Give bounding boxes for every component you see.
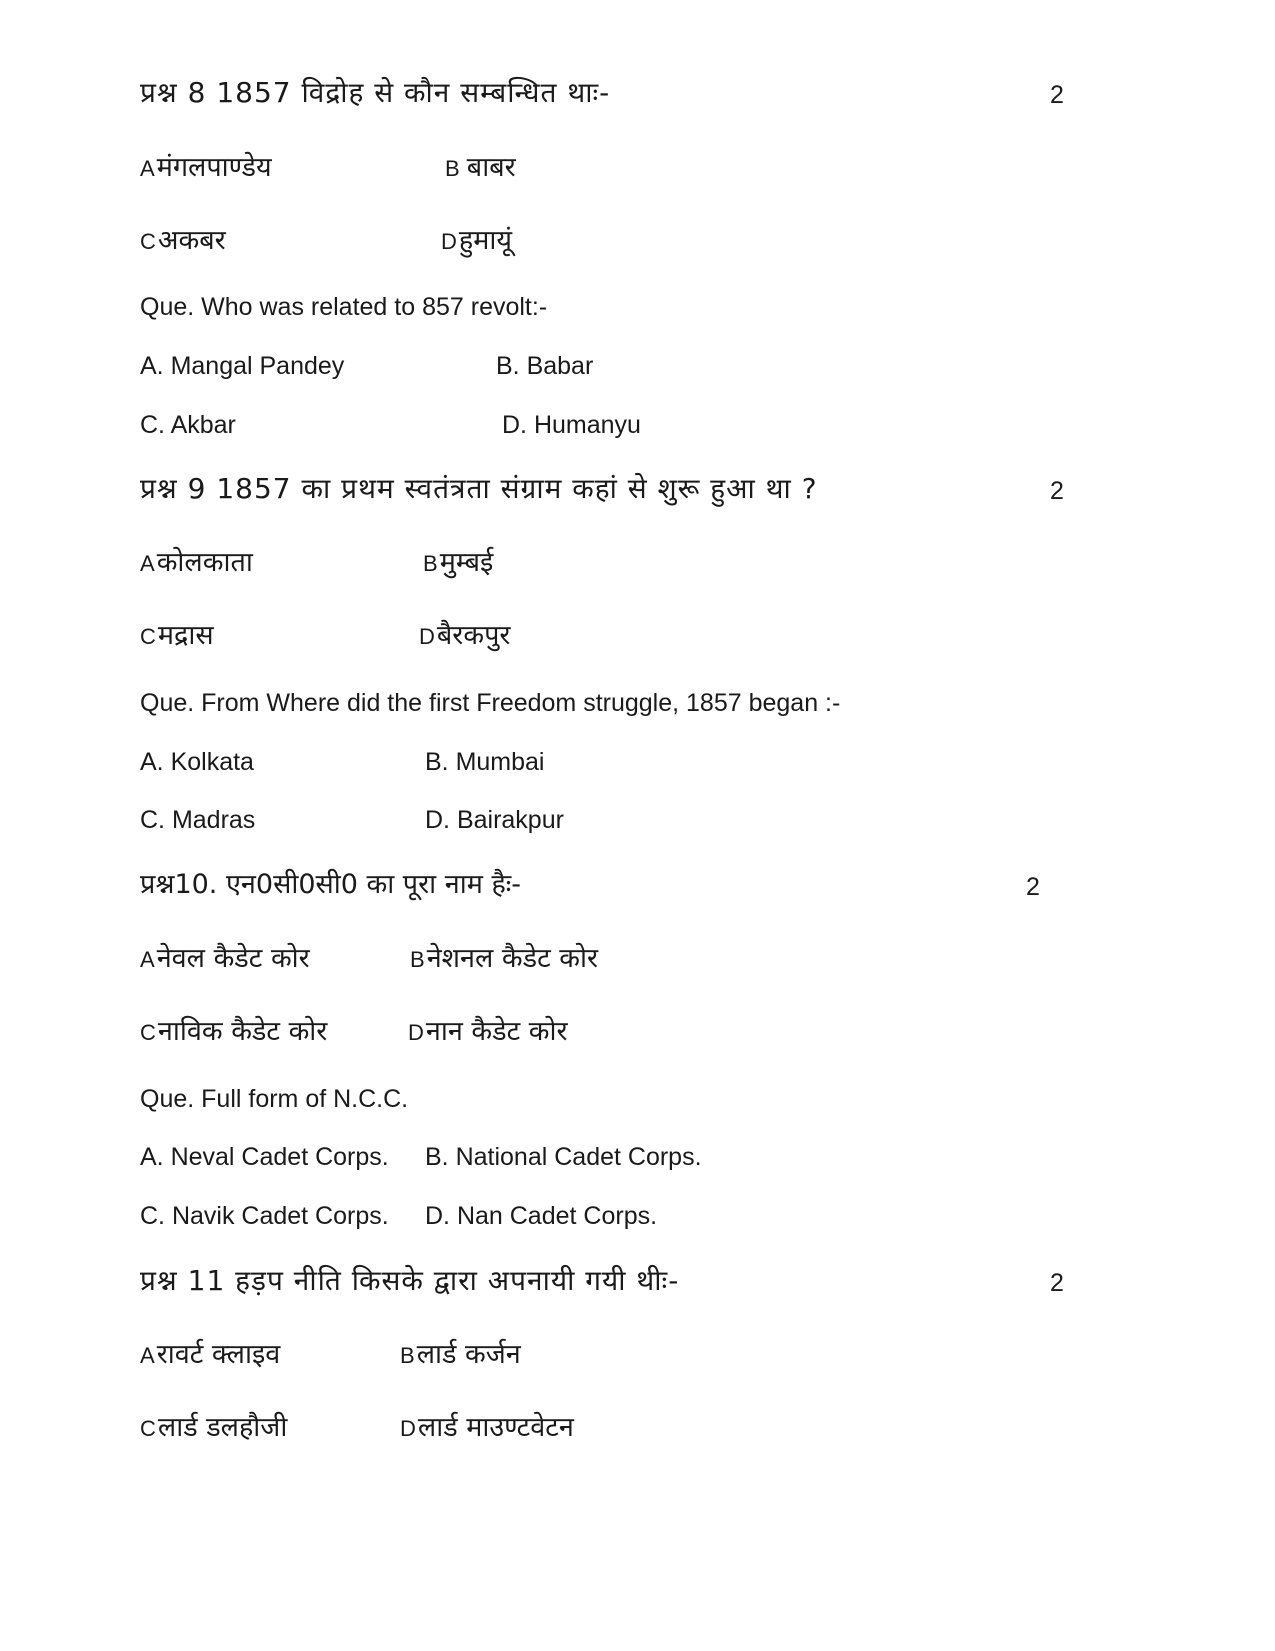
q10-english-option-d: D. Nan Cadet Corps. xyxy=(425,1202,658,1230)
q11-hindi-option-a xyxy=(140,1341,280,1368)
q10-hindi-option-d xyxy=(408,1018,568,1045)
question-8-hindi: प्रश्न 8 1857 विद्रोह से कौन सम्बन्धित थाः- xyxy=(140,76,611,109)
option-letter: C xyxy=(140,229,156,254)
option-letter: D xyxy=(419,624,435,649)
option-text: मद्रास xyxy=(157,620,214,651)
question-9-english: Que. From Where did the first Freedom struggle, 1857 began :- xyxy=(140,689,841,717)
q9-english-option-c: C. Madras xyxy=(140,806,256,834)
q11-hindi-option-b xyxy=(400,1341,521,1368)
option-text: हुमायूं xyxy=(458,225,513,256)
option-letter: C xyxy=(140,624,156,649)
option-text: मंगलपाण्डेय xyxy=(156,152,272,183)
q11-hindi-option-c xyxy=(140,1414,287,1441)
q9-english-option-b: B. Mumbai xyxy=(425,748,545,776)
option-text: लार्ड कर्जन xyxy=(416,1339,521,1370)
q8-hindi-option-c xyxy=(140,227,226,254)
option-letter: A xyxy=(140,947,155,972)
option-text: रावर्ट क्लाइव xyxy=(156,1339,281,1370)
option-text: अकबर xyxy=(157,225,226,256)
question-11-hindi: प्रश्न 11 हड़प नीति किसके द्वारा अपनायी गयी थीः- xyxy=(140,1264,680,1297)
option-letter: A xyxy=(140,156,155,181)
q8-english-option-b: B. Babar xyxy=(496,352,594,380)
q9-hindi-option-a xyxy=(140,549,253,576)
q10-hindi-option-a xyxy=(140,945,310,972)
option-text: मुम्बई xyxy=(439,547,494,578)
option-text: लार्ड माउण्टवेटन xyxy=(417,1412,574,1443)
q10-hindi-option-c xyxy=(140,1018,327,1045)
question-9-hindi: प्रश्न 9 1857 का प्रथम स्वतंत्रता संग्राम कहां से शुरू हुआ था ? xyxy=(140,472,818,505)
option-text: नान कैडेट कोर xyxy=(425,1016,568,1047)
option-letter: A xyxy=(140,551,155,576)
q9-hindi-option-d xyxy=(419,622,510,649)
option-text: बाबर xyxy=(466,152,516,183)
option-text: लार्ड डलहौजी xyxy=(157,1412,288,1443)
q8-hindi-option-b xyxy=(445,154,516,181)
option-letter: D xyxy=(441,229,457,254)
question-11-marks: 2 xyxy=(1050,1269,1064,1297)
option-text: नेशनल कैडेट कोर xyxy=(426,943,599,974)
q8-english-option-d: D. Humanyu xyxy=(502,411,641,439)
option-text: कोलकाता xyxy=(156,547,253,578)
q9-hindi-option-c xyxy=(140,622,214,649)
option-letter: C xyxy=(140,1416,156,1441)
option-letter: B xyxy=(423,551,438,576)
q10-english-option-c: C. Navik Cadet Corps. xyxy=(140,1202,389,1230)
q10-hindi-option-b xyxy=(410,945,598,972)
q9-english-option-d: D. Bairakpur xyxy=(425,806,564,834)
question-8-marks: 2 xyxy=(1050,81,1064,109)
option-text: नाविक कैडेट कोर xyxy=(157,1016,328,1047)
question-10-marks: 2 xyxy=(1026,873,1040,901)
q10-english-option-b: B. National Cadet Corps. xyxy=(425,1143,702,1171)
option-text: नेवल कैडेट कोर xyxy=(156,943,310,974)
option-letter: D xyxy=(400,1416,416,1441)
q8-hindi-option-a xyxy=(140,154,272,181)
q11-hindi-option-d xyxy=(400,1414,574,1441)
option-letter: B xyxy=(410,947,425,972)
option-text: बैरकपुर xyxy=(436,620,511,651)
option-letter: D xyxy=(408,1020,424,1045)
option-letter: C xyxy=(140,1020,156,1045)
q9-hindi-option-b xyxy=(423,549,493,576)
q8-english-option-a: A. Mangal Pandey xyxy=(140,352,345,380)
q10-english-option-a: A. Neval Cadet Corps. xyxy=(140,1143,389,1171)
q9-english-option-a: A. Kolkata xyxy=(140,748,254,776)
question-9-marks: 2 xyxy=(1050,477,1064,505)
q8-english-option-c: C. Akbar xyxy=(140,411,236,439)
option-letter: B xyxy=(445,156,460,181)
option-letter: A xyxy=(140,1343,155,1368)
question-10-english: Que. Full form of N.C.C. xyxy=(140,1085,409,1113)
question-8-english: Que. Who was related to 857 revolt:- xyxy=(140,293,548,321)
question-10-hindi: प्रश्न10. एन0सी0सी0 का पूरा नाम हैः- xyxy=(140,869,522,900)
option-letter: B xyxy=(400,1343,415,1368)
q8-hindi-option-d xyxy=(441,227,512,254)
